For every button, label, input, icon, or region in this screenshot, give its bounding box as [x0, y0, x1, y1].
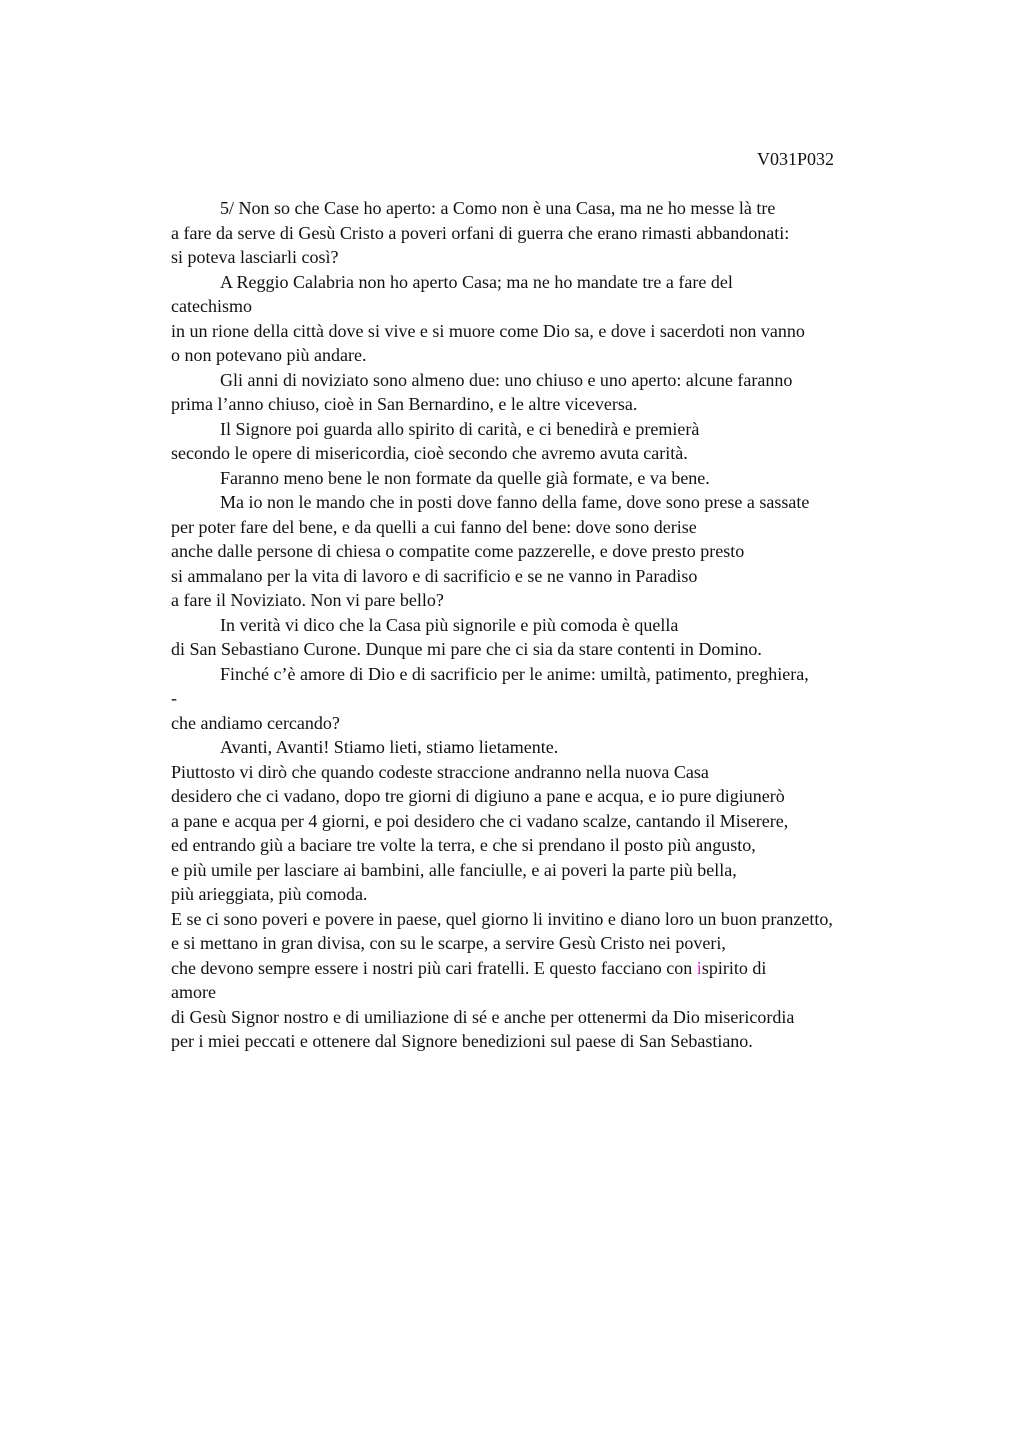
text-line: Gli anni di noviziato sono almeno due: uno chiuso e uno aperto: alcune faranno [220, 369, 793, 390]
text-line: più arieggiata, più comoda. [171, 884, 368, 904]
text-line: desidero che ci vadano, dopo tre giorni di digiuno a pane e acqua, e io pure digiunerò [171, 786, 785, 806]
text-line: a fare il Noviziato. Non vi pare bello? [171, 590, 444, 610]
text-line: che andiamo cercando? [171, 712, 340, 733]
text-line: catechismo [171, 296, 252, 316]
text-line: - [171, 688, 177, 708]
text-line: anche dalle persone di chiesa o compatite come pazzerelle, e dove presto presto [171, 541, 745, 561]
text-line: Avanti, Avanti! Stiamo lieti, stiamo lietamente. [220, 737, 559, 757]
text-line: e più umile per lasciare ai bambini, alle fanciulle, e ai poveri la parte più bella, [171, 859, 737, 880]
text-line: Il Signore poi guarda allo spirito di carità, e ci benedirà e premierà [220, 418, 700, 439]
text-line: Piuttosto vi dirò che quando codeste straccione andranno nella nuova Casa [171, 761, 709, 782]
text-line: di Gesù Signor nostro e di umiliazione di sé e anche per ottenermi da Dio misericordia [171, 1006, 795, 1027]
text-line: A Reggio Calabria non ho aperto Casa; ma ne ho mandate tre a fare del [220, 271, 733, 292]
text-line: E se ci sono poveri e povere in paese, quel giorno li invitino e diano loro un buon pranzetto, [171, 908, 833, 929]
text-line: In verità vi dico che la Casa più signorile e più comoda è quella [220, 614, 679, 635]
text-line: si ammalano per la vita di lavoro e di sacrificio e se ne vanno in Paradiso [171, 565, 698, 586]
text-line: in un rione della città dove si vive e si muore come Dio sa, e dove i sacerdoti non vanno [171, 320, 805, 341]
highlighted-letter: i [696, 957, 702, 978]
text-line: ed entrando giù a baciare tre volte la terra, e che si prendano il posto più angusto, [171, 835, 756, 855]
text-line: Ma io non le mando che in posti dove fanno della fame, dove sono prese a sassate [220, 492, 810, 512]
document-body [171, 196, 971, 1054]
text-line: o non potevano più andare. [171, 345, 367, 365]
text-line: a pane e acqua per 4 giorni, e poi desidero che ci vadano scalze, cantando il Miserere, [171, 810, 789, 831]
text-line: prima l’anno chiuso, cioè in San Bernardino, e le altre viceversa. [171, 394, 638, 414]
text-line: amore [171, 982, 216, 1002]
text-line: si poteva lasciarli così? [171, 247, 339, 267]
text-line: Finché c’è amore di Dio e di sacrificio per le anime: umiltà, patimento, preghiera, [220, 663, 809, 684]
text-line: Faranno meno bene le non formate da quelle già formate, e va bene. [220, 467, 710, 488]
text-line: di San Sebastiano Curone. Dunque mi pare che ci sia da stare contenti in Domino. [171, 639, 762, 659]
page-code: V031P032 [757, 149, 835, 169]
text-line: secondo le opere di misericordia, cioè secondo che avremo avuta carità. [171, 443, 688, 463]
text-line: per i miei peccati e ottenere dal Signore benedizioni sul paese di San Sebastiano. [171, 1031, 753, 1051]
text-line: e si mettano in gran divisa, con su le scarpe, a servire Gesù Cristo nei poveri, [171, 933, 726, 953]
text-segment: spirito di [701, 957, 767, 978]
text-line: a fare da serve di Gesù Cristo a poveri orfani di guerra che erano rimasti abbandonati: [171, 222, 790, 243]
text-line [171, 956, 971, 981]
text-line: 5/ Non so che Case ho aperto: a Como non è una Casa, ma ne ho messe là tre [220, 198, 776, 218]
text-segment: che devono sempre essere i nostri più cari fratelli. E questo facciano con [171, 957, 697, 978]
text-line: per poter fare del bene, e da quelli a cui fanno del bene: dove sono derise [171, 516, 697, 537]
